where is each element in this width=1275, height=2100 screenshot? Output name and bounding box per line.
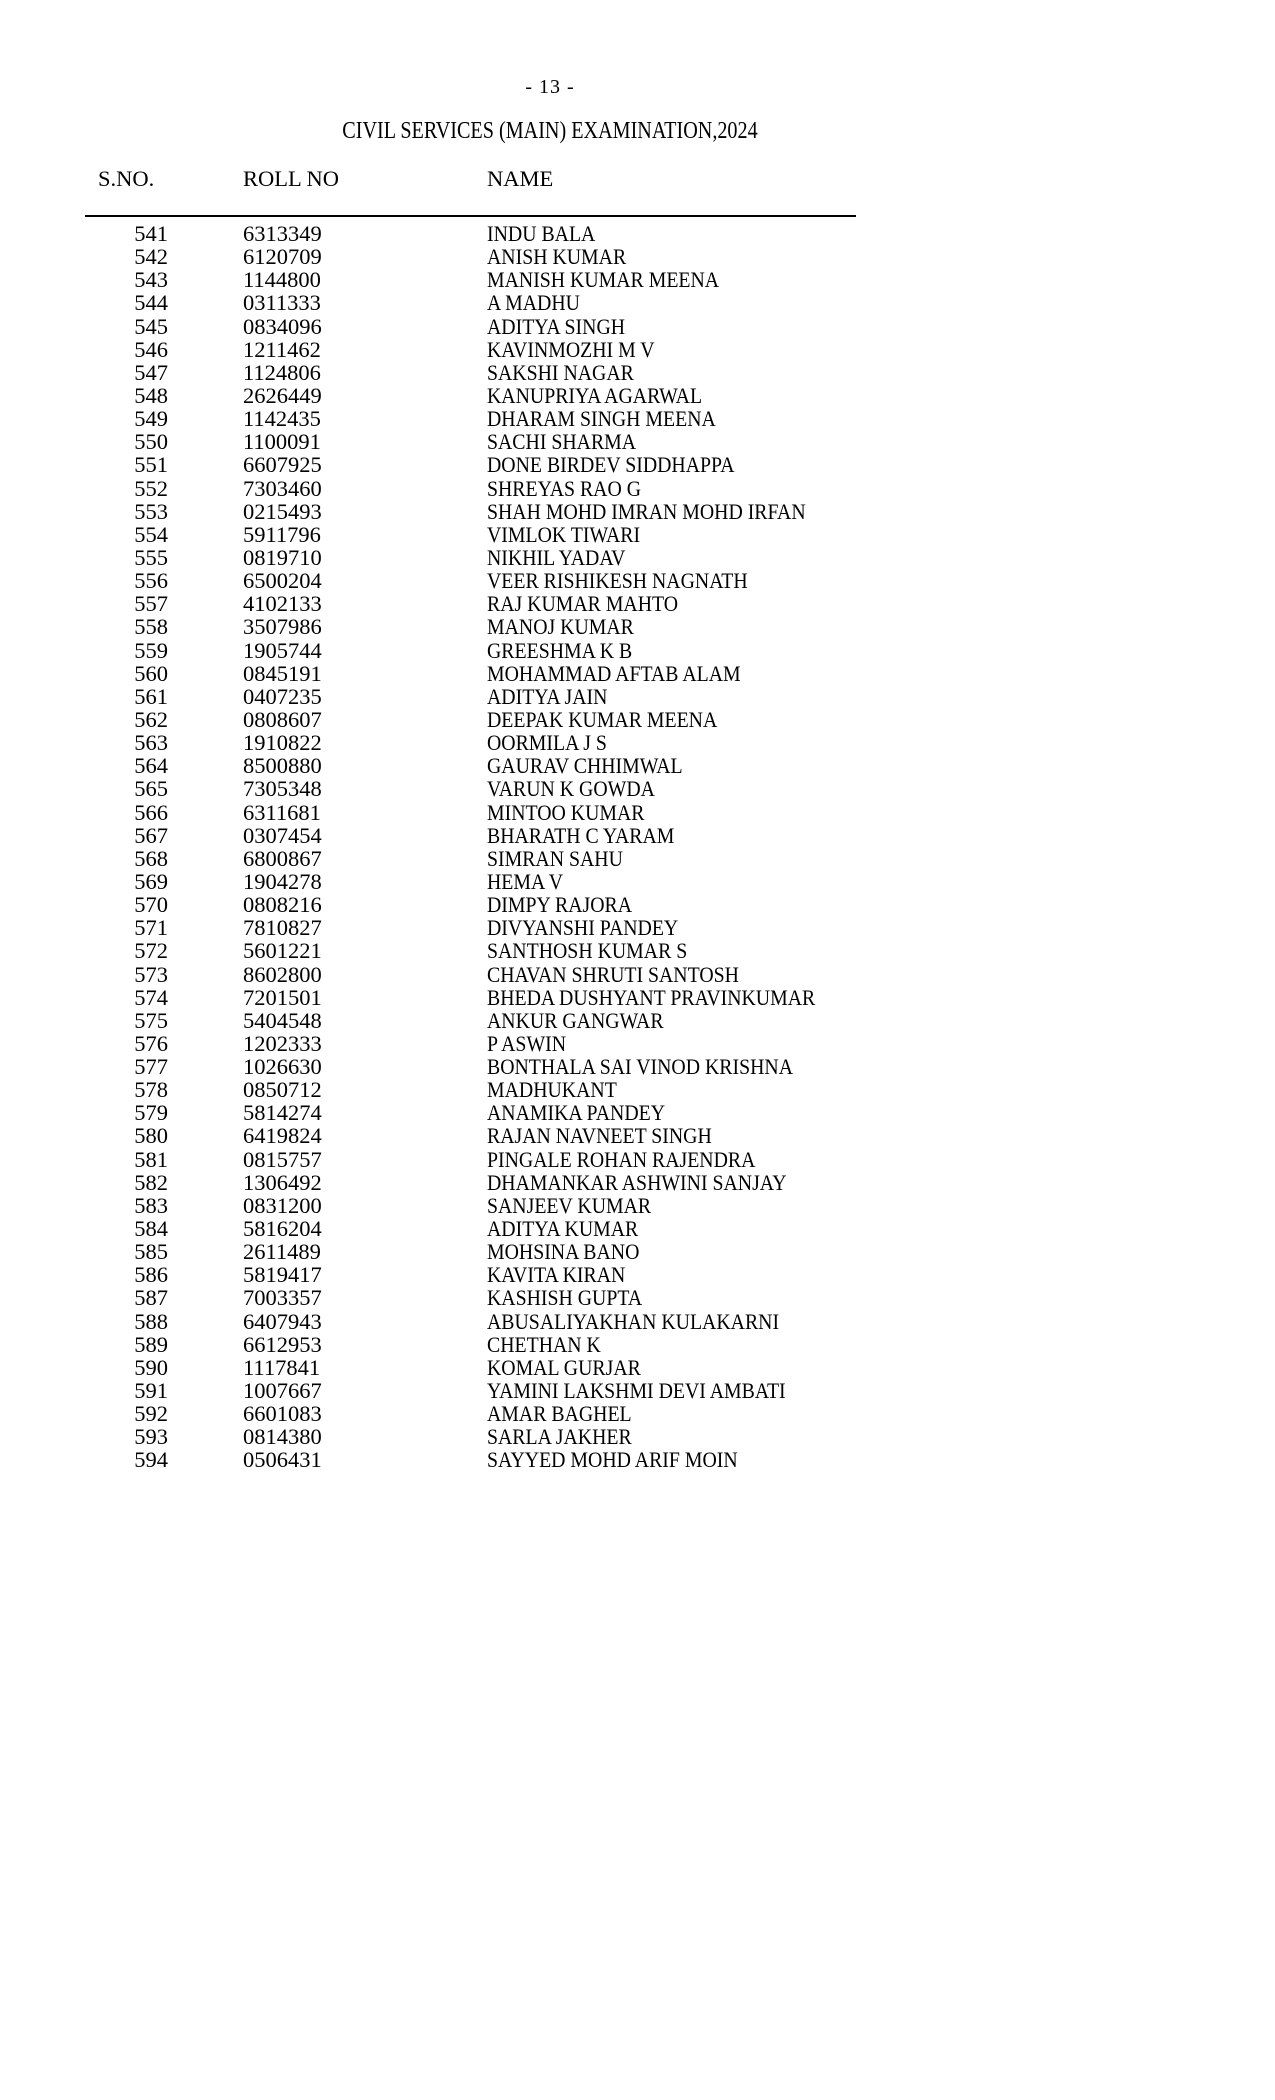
- candidate-name: [487, 1078, 1267, 1101]
- candidate-name-text: KOMAL GURJAR: [487, 1354, 641, 1380]
- roll-number: 5819417: [243, 1262, 322, 1288]
- candidate-name-text: SAKSHI NAGAR: [487, 359, 634, 385]
- table-row: [0, 824, 1275, 847]
- table-row: [0, 939, 1275, 962]
- candidate-name: [487, 546, 1267, 569]
- candidate-name-text: SHREYAS RAO G: [487, 475, 642, 501]
- table-row: [0, 500, 1275, 523]
- table-row: [0, 315, 1275, 338]
- candidate-name-text: DIMPY RAJORA: [487, 892, 633, 918]
- candidate-name-text: SANTHOSH KUMAR S: [487, 938, 688, 964]
- roll-number: 1306492: [243, 1169, 322, 1195]
- table-row: [0, 1078, 1275, 1101]
- table-row: [0, 1240, 1275, 1263]
- candidate-name-text: ANKUR GANGWAR: [487, 1007, 664, 1033]
- candidate-name: [487, 1032, 1267, 1055]
- roll-number: 7201501: [243, 984, 322, 1010]
- candidate-name-text: SHAH MOHD IMRAN MOHD IRFAN: [487, 498, 806, 524]
- roll-number: 1211462: [243, 336, 321, 362]
- serial-number: 568: [134, 845, 168, 871]
- table-row: [0, 1356, 1275, 1379]
- serial-number: 557: [134, 591, 168, 617]
- serial-number: 573: [134, 961, 168, 987]
- candidate-name: [487, 453, 1267, 476]
- roll-number: 1100091: [243, 429, 321, 455]
- serial-number: 558: [134, 614, 168, 640]
- candidate-name-text: MOHAMMAD AFTAB ALAM: [487, 660, 741, 686]
- candidate-name: [487, 1148, 1267, 1171]
- table-row: [0, 1009, 1275, 1032]
- candidate-name-text: SAYYED MOHD ARIF MOIN: [487, 1447, 738, 1473]
- candidate-name-text: SIMRAN SAHU: [487, 845, 623, 871]
- candidate-name: [487, 777, 1267, 800]
- candidate-name-text: DONE BIRDEV SIDDHAPPA: [487, 452, 735, 478]
- candidate-name: [487, 245, 1267, 268]
- roll-number: 0808216: [243, 892, 322, 918]
- roll-number: 5404548: [243, 1007, 322, 1033]
- table-row: [0, 801, 1275, 824]
- candidate-name: [487, 1310, 1267, 1333]
- serial-number: 574: [134, 984, 168, 1010]
- table-row: [0, 453, 1275, 476]
- table-row: [0, 893, 1275, 916]
- roll-number: 0506431: [243, 1447, 322, 1473]
- candidate-name-text: MANISH KUMAR MEENA: [487, 267, 720, 293]
- candidate-name-text: VARUN K GOWDA: [487, 776, 655, 802]
- candidate-name-text: MADHUKANT: [487, 1077, 617, 1103]
- candidate-name: [487, 569, 1267, 592]
- candidate-name: [487, 708, 1267, 731]
- candidate-name-text: ADITYA SINGH: [487, 313, 626, 339]
- candidate-name: [487, 801, 1267, 824]
- results-table-body: [0, 222, 1275, 1472]
- candidate-name: [487, 1171, 1267, 1194]
- serial-number: 585: [134, 1239, 168, 1265]
- table-row: [0, 338, 1275, 361]
- roll-number: 7305348: [243, 776, 322, 802]
- roll-number: 5911796: [243, 521, 321, 547]
- candidate-name: [487, 222, 1267, 245]
- serial-number: 561: [134, 683, 168, 709]
- table-row: [0, 1286, 1275, 1309]
- roll-number: 8500880: [243, 753, 322, 779]
- table-row: [0, 477, 1275, 500]
- serial-number: 591: [134, 1378, 168, 1404]
- serial-number: 559: [134, 637, 168, 663]
- candidate-name-text: MOHSINA BANO: [487, 1239, 640, 1265]
- roll-number: 0215493: [243, 498, 322, 524]
- candidate-name-text: MANOJ KUMAR: [487, 614, 634, 640]
- candidate-name-text: GAURAV CHHIMWAL: [487, 753, 683, 779]
- serial-number: 556: [134, 568, 168, 594]
- table-row: [0, 384, 1275, 407]
- serial-number: 581: [134, 1146, 168, 1172]
- candidate-name: [487, 1217, 1267, 1240]
- candidate-name: [487, 268, 1267, 291]
- candidate-name-text: BHARATH C YARAM: [487, 822, 675, 848]
- candidate-name-text: ABUSALIYAKHAN KULAKARNI: [487, 1308, 780, 1334]
- candidate-name: [487, 847, 1267, 870]
- table-row: [0, 777, 1275, 800]
- roll-number: 6800867: [243, 845, 322, 871]
- roll-number: 6500204: [243, 568, 322, 594]
- candidate-name: [487, 407, 1267, 430]
- candidate-name: [487, 1124, 1267, 1147]
- table-row: [0, 430, 1275, 453]
- serial-number: 594: [134, 1447, 168, 1473]
- candidate-name: [487, 939, 1267, 962]
- candidate-name: [487, 1379, 1267, 1402]
- serial-number: 567: [134, 822, 168, 848]
- candidate-name-text: RAJAN NAVNEET SINGH: [487, 1123, 712, 1149]
- table-row: [0, 245, 1275, 268]
- candidate-name-text: MINTOO KUMAR: [487, 799, 645, 825]
- candidate-name-text: KAVITA KIRAN: [487, 1262, 626, 1288]
- serial-number: 546: [134, 336, 168, 362]
- candidate-name: [487, 500, 1267, 523]
- candidate-name-text: DIVYANSHI PANDEY: [487, 915, 679, 941]
- candidate-name-text: OORMILA J S: [487, 730, 607, 756]
- roll-number: 2626449: [243, 382, 322, 408]
- roll-number: 6607925: [243, 452, 322, 478]
- table-row: [0, 1333, 1275, 1356]
- candidate-name: [487, 384, 1267, 407]
- roll-number: 1117841: [243, 1354, 321, 1380]
- candidate-name: [487, 1263, 1267, 1286]
- serial-number: 553: [134, 498, 168, 524]
- table-row: [0, 731, 1275, 754]
- candidate-name: [487, 1194, 1267, 1217]
- serial-number: 586: [134, 1262, 168, 1288]
- roll-number: 3507986: [243, 614, 322, 640]
- roll-number: 0831200: [243, 1192, 322, 1218]
- table-row: [0, 569, 1275, 592]
- table-row: [0, 662, 1275, 685]
- table-row: [0, 847, 1275, 870]
- serial-number: 548: [134, 382, 168, 408]
- candidate-name-text: VEER RISHIKESH NAGNATH: [487, 568, 748, 594]
- roll-number: 1007667: [243, 1378, 322, 1404]
- candidate-name-text: KANUPRIYA AGARWAL: [487, 382, 703, 408]
- table-row: [0, 1217, 1275, 1240]
- candidate-name-text: DHAMANKAR ASHWINI SANJAY: [487, 1169, 787, 1195]
- candidate-name-text: BHEDA DUSHYANT PRAVINKUMAR: [487, 984, 816, 1010]
- serial-number: 582: [134, 1169, 168, 1195]
- serial-number: 577: [134, 1054, 168, 1080]
- table-row: [0, 407, 1275, 430]
- candidate-name-text: CHETHAN K: [487, 1331, 601, 1357]
- serial-number: 560: [134, 660, 168, 686]
- page-number: - 13 -: [525, 76, 575, 98]
- column-header-rollno: ROLL NO: [243, 166, 340, 191]
- table-row: [0, 592, 1275, 615]
- roll-number: 1124806: [243, 359, 321, 385]
- serial-number: 566: [134, 799, 168, 825]
- serial-number: 580: [134, 1123, 168, 1149]
- serial-number: 584: [134, 1216, 168, 1242]
- candidate-name: [487, 615, 1267, 638]
- candidate-name: [487, 754, 1267, 777]
- candidate-name: [487, 523, 1267, 546]
- candidate-name-text: DHARAM SINGH MEENA: [487, 406, 716, 432]
- table-row: [0, 546, 1275, 569]
- candidate-name-text: SARLA JAKHER: [487, 1424, 632, 1450]
- candidate-name: [487, 1425, 1267, 1448]
- candidate-name: [487, 1448, 1267, 1471]
- table-row: [0, 1124, 1275, 1147]
- candidate-name: [487, 430, 1267, 453]
- roll-number: 7003357: [243, 1285, 322, 1311]
- table-row: [0, 361, 1275, 384]
- candidate-name-text: SACHI SHARMA: [487, 429, 637, 455]
- roll-number: 1026630: [243, 1054, 322, 1080]
- candidate-name-text: GREESHMA K B: [487, 637, 633, 663]
- candidate-name-text: ANAMIKA PANDEY: [487, 1100, 666, 1126]
- roll-number: 1142435: [243, 406, 321, 432]
- candidate-name: [487, 1402, 1267, 1425]
- serial-number: 544: [134, 290, 168, 316]
- roll-number: 6120709: [243, 244, 322, 270]
- table-row: [0, 1171, 1275, 1194]
- serial-number: 575: [134, 1007, 168, 1033]
- candidate-name-text: DEEPAK KUMAR MEENA: [487, 706, 718, 732]
- serial-number: 563: [134, 730, 168, 756]
- table-row: [0, 1402, 1275, 1425]
- roll-number: 6612953: [243, 1331, 322, 1357]
- table-row: [0, 1379, 1275, 1402]
- roll-number: 0834096: [243, 313, 322, 339]
- serial-number: 593: [134, 1424, 168, 1450]
- serial-number: 589: [134, 1331, 168, 1357]
- candidate-name: [487, 870, 1267, 893]
- table-header-row: [0, 167, 1275, 190]
- roll-number: 6601083: [243, 1401, 322, 1427]
- serial-number: 551: [134, 452, 168, 478]
- serial-number: 587: [134, 1285, 168, 1311]
- document-title: CIVIL SERVICES (MAIN) EXAMINATION,2024: [342, 118, 758, 144]
- serial-number: 545: [134, 313, 168, 339]
- candidate-name: [487, 731, 1267, 754]
- candidate-name-text: HEMA V: [487, 868, 564, 894]
- serial-number: 547: [134, 359, 168, 385]
- table-row: [0, 639, 1275, 662]
- candidate-name: [487, 315, 1267, 338]
- roll-number: 0808607: [243, 706, 322, 732]
- serial-number: 555: [134, 544, 168, 570]
- candidate-name: [487, 1009, 1267, 1032]
- candidate-name-text: CHAVAN SHRUTI SANTOSH: [487, 961, 739, 987]
- candidate-name-text: YAMINI LAKSHMI DEVI AMBATI: [487, 1378, 786, 1404]
- candidate-name-text: RAJ KUMAR MAHTO: [487, 591, 679, 617]
- candidate-name: [487, 477, 1267, 500]
- candidate-name: [487, 592, 1267, 615]
- roll-number: 0819710: [243, 544, 322, 570]
- serial-number: 549: [134, 406, 168, 432]
- candidate-name: [487, 963, 1267, 986]
- table-row: [0, 1101, 1275, 1124]
- candidate-name: [487, 1333, 1267, 1356]
- roll-number: 5601221: [243, 938, 322, 964]
- table-row: [0, 1425, 1275, 1448]
- roll-number: 0814380: [243, 1424, 322, 1450]
- candidate-name-text: KASHISH GUPTA: [487, 1285, 643, 1311]
- candidate-name: [487, 1286, 1267, 1309]
- roll-number: 0850712: [243, 1077, 322, 1103]
- table-row: [0, 963, 1275, 986]
- table-row: [0, 870, 1275, 893]
- candidate-name: [487, 361, 1267, 384]
- table-row: [0, 291, 1275, 314]
- serial-number: 576: [134, 1030, 168, 1056]
- table-row: [0, 1055, 1275, 1078]
- candidate-name-text: KAVINMOZHI M V: [487, 336, 655, 362]
- column-header-sno: S.NO.: [98, 166, 155, 191]
- column-header-name: NAME: [487, 166, 554, 191]
- serial-number: 583: [134, 1192, 168, 1218]
- roll-number: 0307454: [243, 822, 322, 848]
- candidate-name-text: A MADHU: [487, 290, 580, 316]
- roll-number: 7303460: [243, 475, 322, 501]
- serial-number: 562: [134, 706, 168, 732]
- candidate-name-text: PINGALE ROHAN RAJENDRA: [487, 1146, 756, 1172]
- roll-number: 6313349: [243, 221, 322, 246]
- table-row: [0, 685, 1275, 708]
- roll-number: 1904278: [243, 868, 322, 894]
- roll-number: 0407235: [243, 683, 322, 709]
- roll-number: 6419824: [243, 1123, 322, 1149]
- candidate-name: [487, 1101, 1267, 1124]
- candidate-name: [487, 685, 1267, 708]
- table-row: [0, 754, 1275, 777]
- roll-number: 1910822: [243, 730, 322, 756]
- serial-number: 543: [134, 267, 168, 293]
- serial-number: 542: [134, 244, 168, 270]
- serial-number: 579: [134, 1100, 168, 1126]
- table-row: [0, 916, 1275, 939]
- candidate-name: [487, 1055, 1267, 1078]
- roll-number: 6407943: [243, 1308, 322, 1334]
- candidate-name-text: NIKHIL YADAV: [487, 544, 626, 570]
- roll-number: 0845191: [243, 660, 322, 686]
- candidate-name: [487, 1240, 1267, 1263]
- serial-number: 569: [134, 868, 168, 894]
- serial-number: 588: [134, 1308, 168, 1334]
- table-row: [0, 222, 1275, 245]
- roll-number: 0311333: [243, 290, 321, 316]
- candidate-name-text: SANJEEV KUMAR: [487, 1192, 652, 1218]
- candidate-name: [487, 338, 1267, 361]
- roll-number: 0815757: [243, 1146, 322, 1172]
- candidate-name: [487, 291, 1267, 314]
- table-row: [0, 1310, 1275, 1333]
- table-row: [0, 1032, 1275, 1055]
- table-row: [0, 1263, 1275, 1286]
- candidate-name-text: ADITYA KUMAR: [487, 1216, 639, 1242]
- roll-number: 7810827: [243, 915, 322, 941]
- candidate-name: [487, 893, 1267, 916]
- serial-number: 570: [134, 892, 168, 918]
- serial-number: 550: [134, 429, 168, 455]
- candidate-name: [487, 1356, 1267, 1379]
- table-row: [0, 268, 1275, 291]
- table-row: [0, 1448, 1275, 1471]
- table-row: [0, 615, 1275, 638]
- roll-number: 6311681: [243, 799, 321, 825]
- candidate-name-text: INDU BALA: [487, 221, 596, 246]
- serial-number: 578: [134, 1077, 168, 1103]
- candidate-name: [487, 662, 1267, 685]
- serial-number: 590: [134, 1354, 168, 1380]
- candidate-name-text: BONTHALA SAI VINOD KRISHNA: [487, 1054, 793, 1080]
- candidate-name-text: VIMLOK TIWARI: [487, 521, 641, 547]
- candidate-name: [487, 824, 1267, 847]
- roll-number: 5816204: [243, 1216, 322, 1242]
- roll-number: 8602800: [243, 961, 322, 987]
- candidate-name-text: AMAR BAGHEL: [487, 1401, 632, 1427]
- table-row: [0, 1194, 1275, 1217]
- roll-number: 1905744: [243, 637, 322, 663]
- serial-number: 541: [134, 221, 168, 246]
- roll-number: 2611489: [243, 1239, 321, 1265]
- candidate-name-text: ADITYA JAIN: [487, 683, 608, 709]
- roll-number: 1144800: [243, 267, 321, 293]
- candidate-name: [487, 916, 1267, 939]
- serial-number: 564: [134, 753, 168, 779]
- roll-number: 4102133: [243, 591, 322, 617]
- serial-number: 554: [134, 521, 168, 547]
- serial-number: 552: [134, 475, 168, 501]
- serial-number: 571: [134, 915, 168, 941]
- serial-number: 572: [134, 938, 168, 964]
- candidate-name-text: ANISH KUMAR: [487, 244, 627, 270]
- roll-number: 5814274: [243, 1100, 322, 1126]
- candidate-name: [487, 639, 1267, 662]
- serial-number: 565: [134, 776, 168, 802]
- table-row: [0, 708, 1275, 731]
- serial-number: 592: [134, 1401, 168, 1427]
- candidate-name-text: P ASWIN: [487, 1030, 567, 1056]
- header-divider-line: [85, 215, 856, 217]
- candidate-name: [487, 986, 1267, 1009]
- table-row: [0, 523, 1275, 546]
- table-row: [0, 1148, 1275, 1171]
- roll-number: 1202333: [243, 1030, 322, 1056]
- table-row: [0, 986, 1275, 1009]
